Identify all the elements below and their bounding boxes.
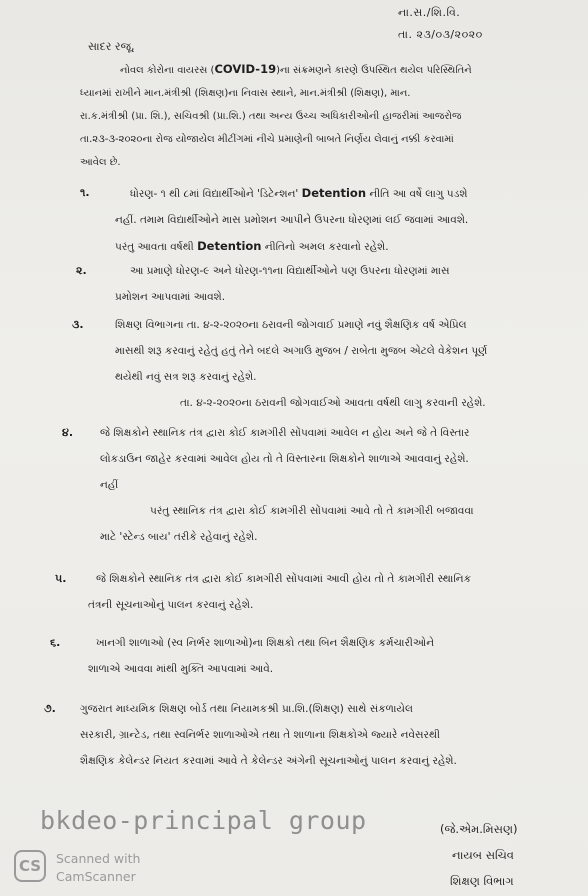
item-line: પરંતુ સ્થાનિક તંત્ર દ્વારા કોઈ કામગીરી સોંપવામાં આવે તો તે કામગીરી બજાવવા	[150, 505, 474, 517]
item-number: ૨.	[76, 264, 87, 277]
item-line: ધોરણ- ૧ થી ૮માં વિદ્યાર્થીઓને 'ડિટેન્શન' Detention નીતિ આ વર્ષે લાગુ પડશે	[130, 186, 468, 200]
item-text	[115, 258, 585, 310]
item-number: ૪.	[62, 426, 73, 439]
group-watermark: bkdeo-principal group	[40, 806, 367, 835]
item-text	[80, 696, 560, 774]
item-number: ૭.	[44, 702, 56, 715]
item-line: થયેથી નવું સત્ર શરૂ કરવાનું રહેશે.	[115, 371, 257, 383]
item-line: તંત્રની સૂચનાઓનું પાલન કરવાનું રહેશે.	[88, 599, 254, 611]
intro-line: ધ્યાનમાં રાખીને માન.મંત્રીશ્રી (શિક્ષણ)ના નિવાસ સ્થાને, માન.મંત્રીશ્રી (શિક્ષણ), માન.	[80, 88, 411, 99]
item-line: પરંતુ આવતા વર્ષથી Detention નીતિનો અમલ કરવાનો રહેશે.	[115, 239, 389, 253]
item-text	[115, 312, 585, 416]
item-text	[88, 566, 558, 618]
signatory-title: નાયબ સચિવ	[452, 848, 514, 862]
item-line: માટે 'સ્ટેન્ડ બાય' તરીકે રહેવાનું રહેશે.	[100, 531, 258, 543]
item-line: સરકારી, ગ્રાન્ટેડ, તથા સ્વનિર્ભર શાળાઓએ તથા તે શાળાના શિક્ષકોએ જ્યારે નવેસરથી	[80, 729, 441, 741]
item-line: લોકડાઉન જાહેર કરવામાં આવેલ હોય તો તે વિસ્તારના શિક્ષકોને શાળાએ આવવાનું રહેશે.	[100, 453, 469, 465]
item-number: ૧.	[80, 186, 90, 199]
signatory-name: (જે.એમ.મિસણ)	[440, 822, 518, 836]
item-number: ૫.	[55, 572, 67, 585]
item-line: ગુજરાત માધ્યમિક શિક્ષણ બોર્ડ તથા નિયામકશ્રી પ્રા.શિ.(શિક્ષણ) સાથે સંકળાયેલ	[80, 703, 413, 715]
item-text	[100, 420, 570, 550]
item-line: નહીં. તમામ વિદ્યાર્થીઓને માસ પ્રમોશન આપીને ઉપરના ધોરણમાં લઈ જવામાં આવશે.	[115, 214, 469, 226]
item-text	[88, 630, 558, 682]
item-line: નહીં	[100, 479, 119, 491]
intro-paragraph	[80, 58, 550, 174]
item-line: શિક્ષણ વિભાગના તા. ૪-૨-૨૦૨૦ના ઠરાવની જોગવાઈ પ્રમાણે નવું શૈક્ષણિક વર્ષ એપ્રિલ	[115, 319, 467, 331]
signatory-department: શિક્ષણ વિભાગ	[450, 874, 514, 888]
camscanner-logo-icon: CS	[14, 850, 46, 882]
item-text	[115, 180, 585, 260]
intro-line: રા.ક.મંત્રીશ્રી (પ્રા. શિ.), સચિવશ્રી (પ્રા.શિ.) તથા અન્ય ઉચ્ચ અધિકારીઓની હાજરીમાં આજરોજ	[80, 111, 462, 122]
item-line: જે શિક્ષકોને સ્થાનિક તંત્ર દ્વારા કોઈ કામગીરી સોંપવામાં આવી હોય તો તે કામગીરી સ્થાનિક	[96, 573, 471, 585]
item-line: તા. ૪-૨-૨૦૨૦ના ઠરાવની જોગવાઈઓ આવતા વર્ષથી લાગુ કરવાની રહેશે.	[180, 397, 486, 409]
item-number: ૩.	[72, 318, 84, 331]
item-line: શૈક્ષણિક કેલેન્ડર નિયત કરવામાં આવે તે કેલેન્ડર અંગેની સૂચનાઓનું પાલન કરવાનું રહેશે.	[80, 755, 457, 767]
item-line: શાળાએ આવવા માંથી મુક્તિ આપવામાં આવે.	[88, 663, 274, 675]
item-line: માસથી શરૂ કરવાનું રહેતું હતું તેને બદલે અગાઉ મુજબ / રાબેતા મુજબ એટલે વેકેશન પૂર્ણ	[115, 345, 488, 357]
intro-line: આવેલ છે.	[80, 157, 121, 168]
salutation: સાદર રજૂ,	[88, 40, 135, 53]
item-number: ૬.	[50, 636, 61, 649]
reference-number: ના.સ./શિ.વિ.	[398, 6, 461, 19]
item-line: ખાનગી શાળાઓ (સ્વ નિર્ભર શાળાઓ)ના શિક્ષકો તથા બિન શૈક્ષણિક કર્મચારીઓને	[96, 637, 435, 649]
item-line: પ્રમોશન આપવામાં આવશે.	[115, 291, 226, 303]
camscanner-label: Scanned with CamScanner	[56, 851, 141, 884]
item-line: જે શિક્ષકોને સ્થાનિક તંત્ર દ્વારા કોઈ કામગીરી સોંપવામાં આવેલ ન હોય અને જે તે વિસ્તાર	[100, 427, 470, 439]
document-date: તા. ૨૩/૦૩/૨૦૨૦	[398, 28, 483, 41]
intro-line: તા.૨૩-૩-૨૦૨૦ના રોજ યોજાયેલ મીટીંગમાં નીચે પ્રમાણેની બાબતે નિર્ણય લેવાનું નક્કી કરવામાં	[80, 134, 454, 145]
intro-line: નોવલ કોરોના વાયરસ (COVID-19)ના સંક્રમણને કારણે ઉપસ્થિત થયેલ પરિસ્થિતિને	[120, 62, 472, 76]
item-line: આ પ્રમાણે ધોરણ-૯ અને ધોરણ-૧૧ના વિદ્યાર્થીઓને પણ ઉપરના ધોરણમાં માસ	[130, 265, 450, 277]
